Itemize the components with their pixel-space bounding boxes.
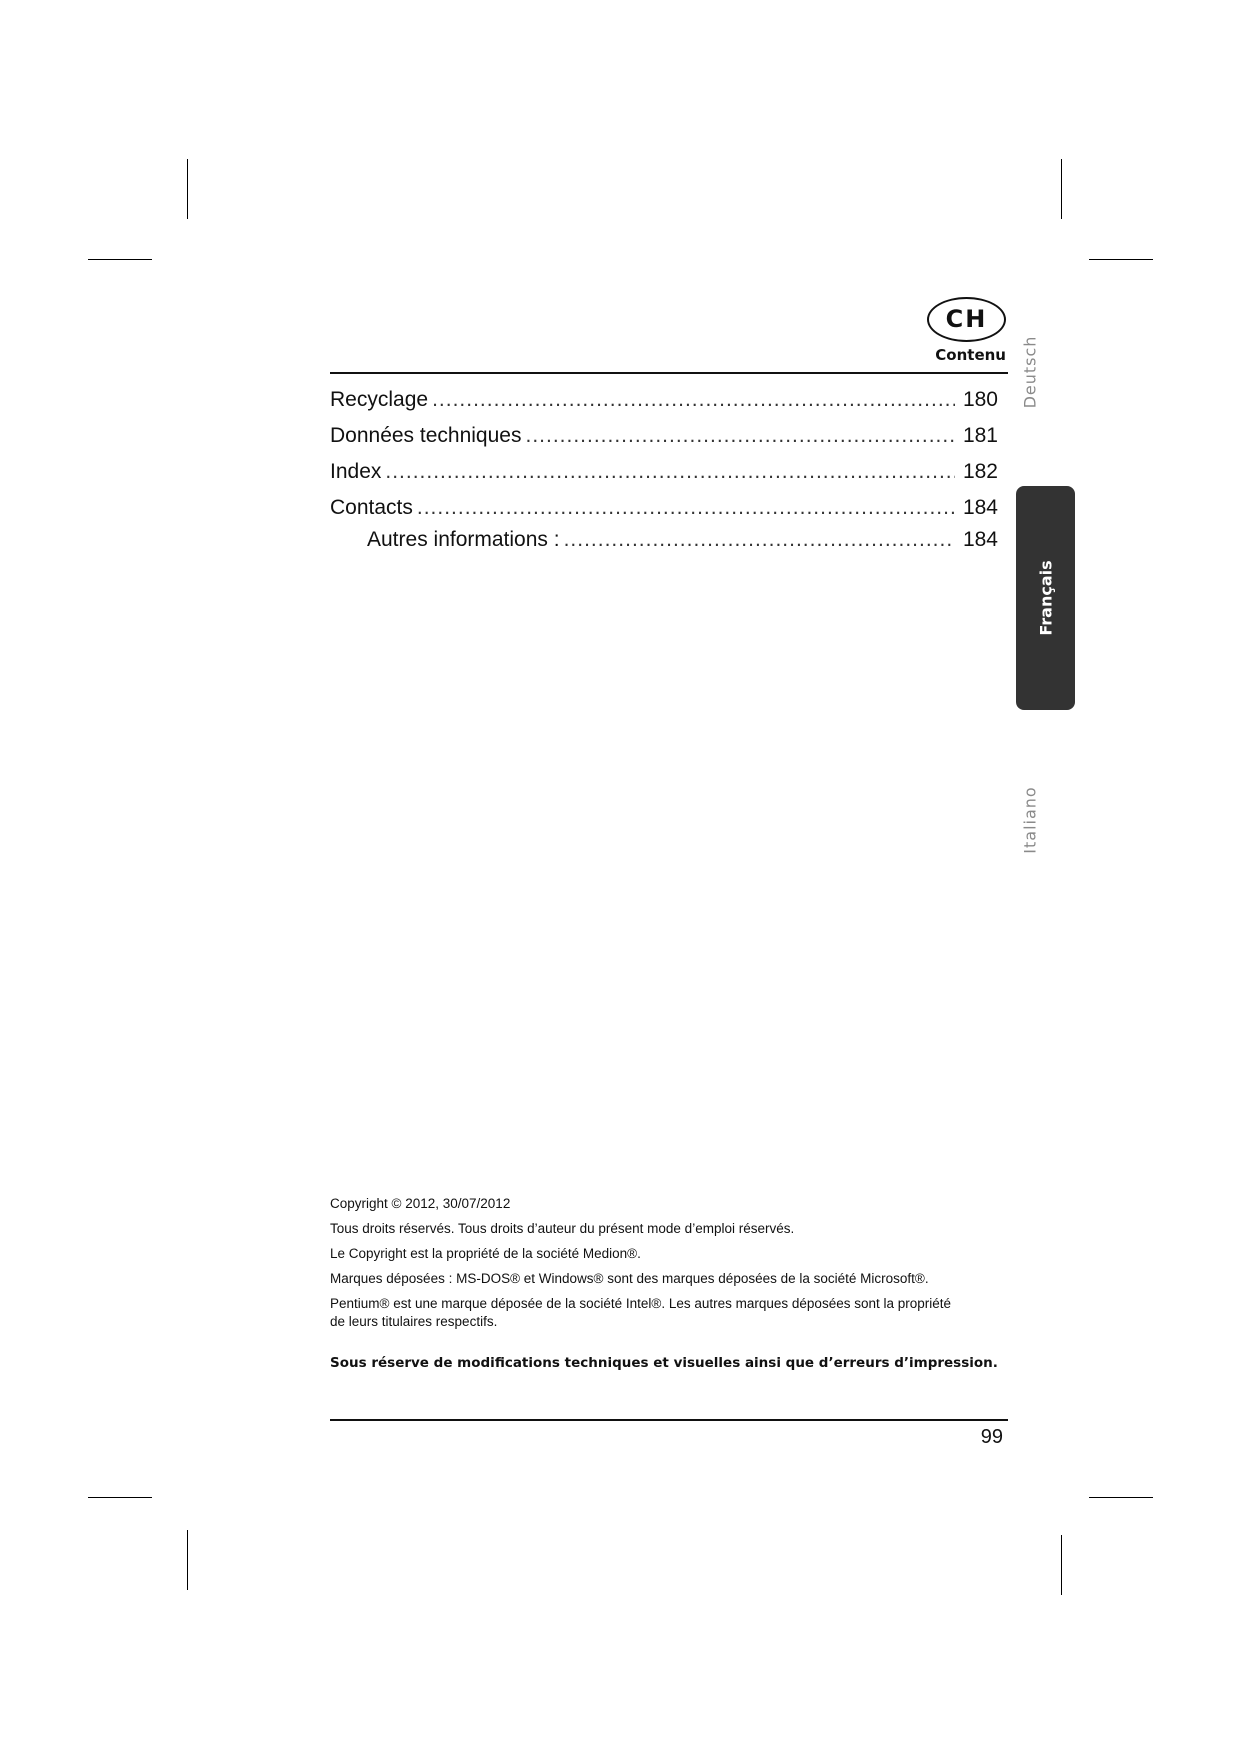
toc-entry-page: 180 bbox=[962, 388, 998, 411]
toc-entry-page: 181 bbox=[962, 424, 998, 447]
toc-entry-title: Recyclage bbox=[330, 388, 429, 411]
crop-mark bbox=[88, 259, 152, 260]
toc-leader-dots bbox=[385, 460, 955, 484]
toc-entry-page: 182 bbox=[962, 460, 998, 483]
language-tab-label: Italiano bbox=[1020, 786, 1040, 854]
toc-entry[interactable] bbox=[330, 496, 998, 520]
toc-entry-page: 184 bbox=[962, 528, 998, 551]
language-tab-francais[interactable] bbox=[1016, 486, 1075, 710]
toc-entry-title: Autres informations : bbox=[367, 528, 560, 551]
crop-mark bbox=[1061, 1535, 1062, 1595]
toc-entry-title: Index bbox=[330, 460, 382, 483]
crop-mark bbox=[187, 1530, 188, 1590]
crop-mark bbox=[1089, 1497, 1153, 1498]
toc-entry-page: 184 bbox=[962, 496, 998, 519]
crop-mark bbox=[1061, 159, 1062, 219]
header-rule bbox=[330, 372, 1008, 374]
toc-leader-dots bbox=[417, 496, 955, 520]
crop-mark bbox=[88, 1497, 152, 1498]
toc-leader-dots bbox=[432, 388, 955, 412]
language-tab-italiano[interactable] bbox=[1018, 780, 1042, 860]
toc-entry[interactable] bbox=[330, 424, 998, 448]
rights-line: Tous droits réservés. Tous droits d’auteur du présent mode d’emploi réservés. bbox=[330, 1221, 795, 1236]
crop-mark bbox=[1089, 259, 1153, 260]
language-tab-deutsch[interactable] bbox=[1018, 332, 1042, 412]
copyright-owner-line: Le Copyright est la propriété de la société Medion®. bbox=[330, 1246, 641, 1261]
toc-entry-title: Données techniques bbox=[330, 424, 522, 447]
language-tab-label: Français bbox=[1036, 560, 1055, 636]
toc-leader-dots bbox=[525, 424, 955, 448]
toc-subentry[interactable] bbox=[330, 528, 998, 552]
footer-rule bbox=[330, 1419, 1008, 1421]
crop-mark bbox=[187, 159, 188, 219]
table-of-contents bbox=[330, 388, 998, 564]
country-badge: CH bbox=[927, 297, 1006, 342]
toc-entry-title: Contacts bbox=[330, 496, 413, 519]
toc-leader-dots bbox=[564, 528, 955, 552]
section-label: Contenu bbox=[935, 346, 1006, 364]
trademark-line: Marques déposées : MS-DOS® et Windows® sont des marques déposées de la société Microsoft®. bbox=[330, 1271, 929, 1286]
trademark-line: Pentium® est une marque déposée de la société Intel®. Les autres marques déposées sont la propriété de leurs titulaires respectifs. bbox=[330, 1296, 952, 1329]
copyright-line: Copyright © 2012, 30/07/2012 bbox=[330, 1196, 511, 1211]
disclaimer-notice: Sous réserve de modifications techniques et visuelles ainsi que d’erreurs d’impression. bbox=[330, 1355, 998, 1371]
page-number: 99 bbox=[980, 1426, 1003, 1448]
language-tab-label: Deutsch bbox=[1020, 335, 1040, 409]
legal-notice-block bbox=[330, 1195, 1010, 1338]
toc-entry[interactable] bbox=[330, 388, 998, 412]
toc-entry[interactable] bbox=[330, 460, 998, 484]
